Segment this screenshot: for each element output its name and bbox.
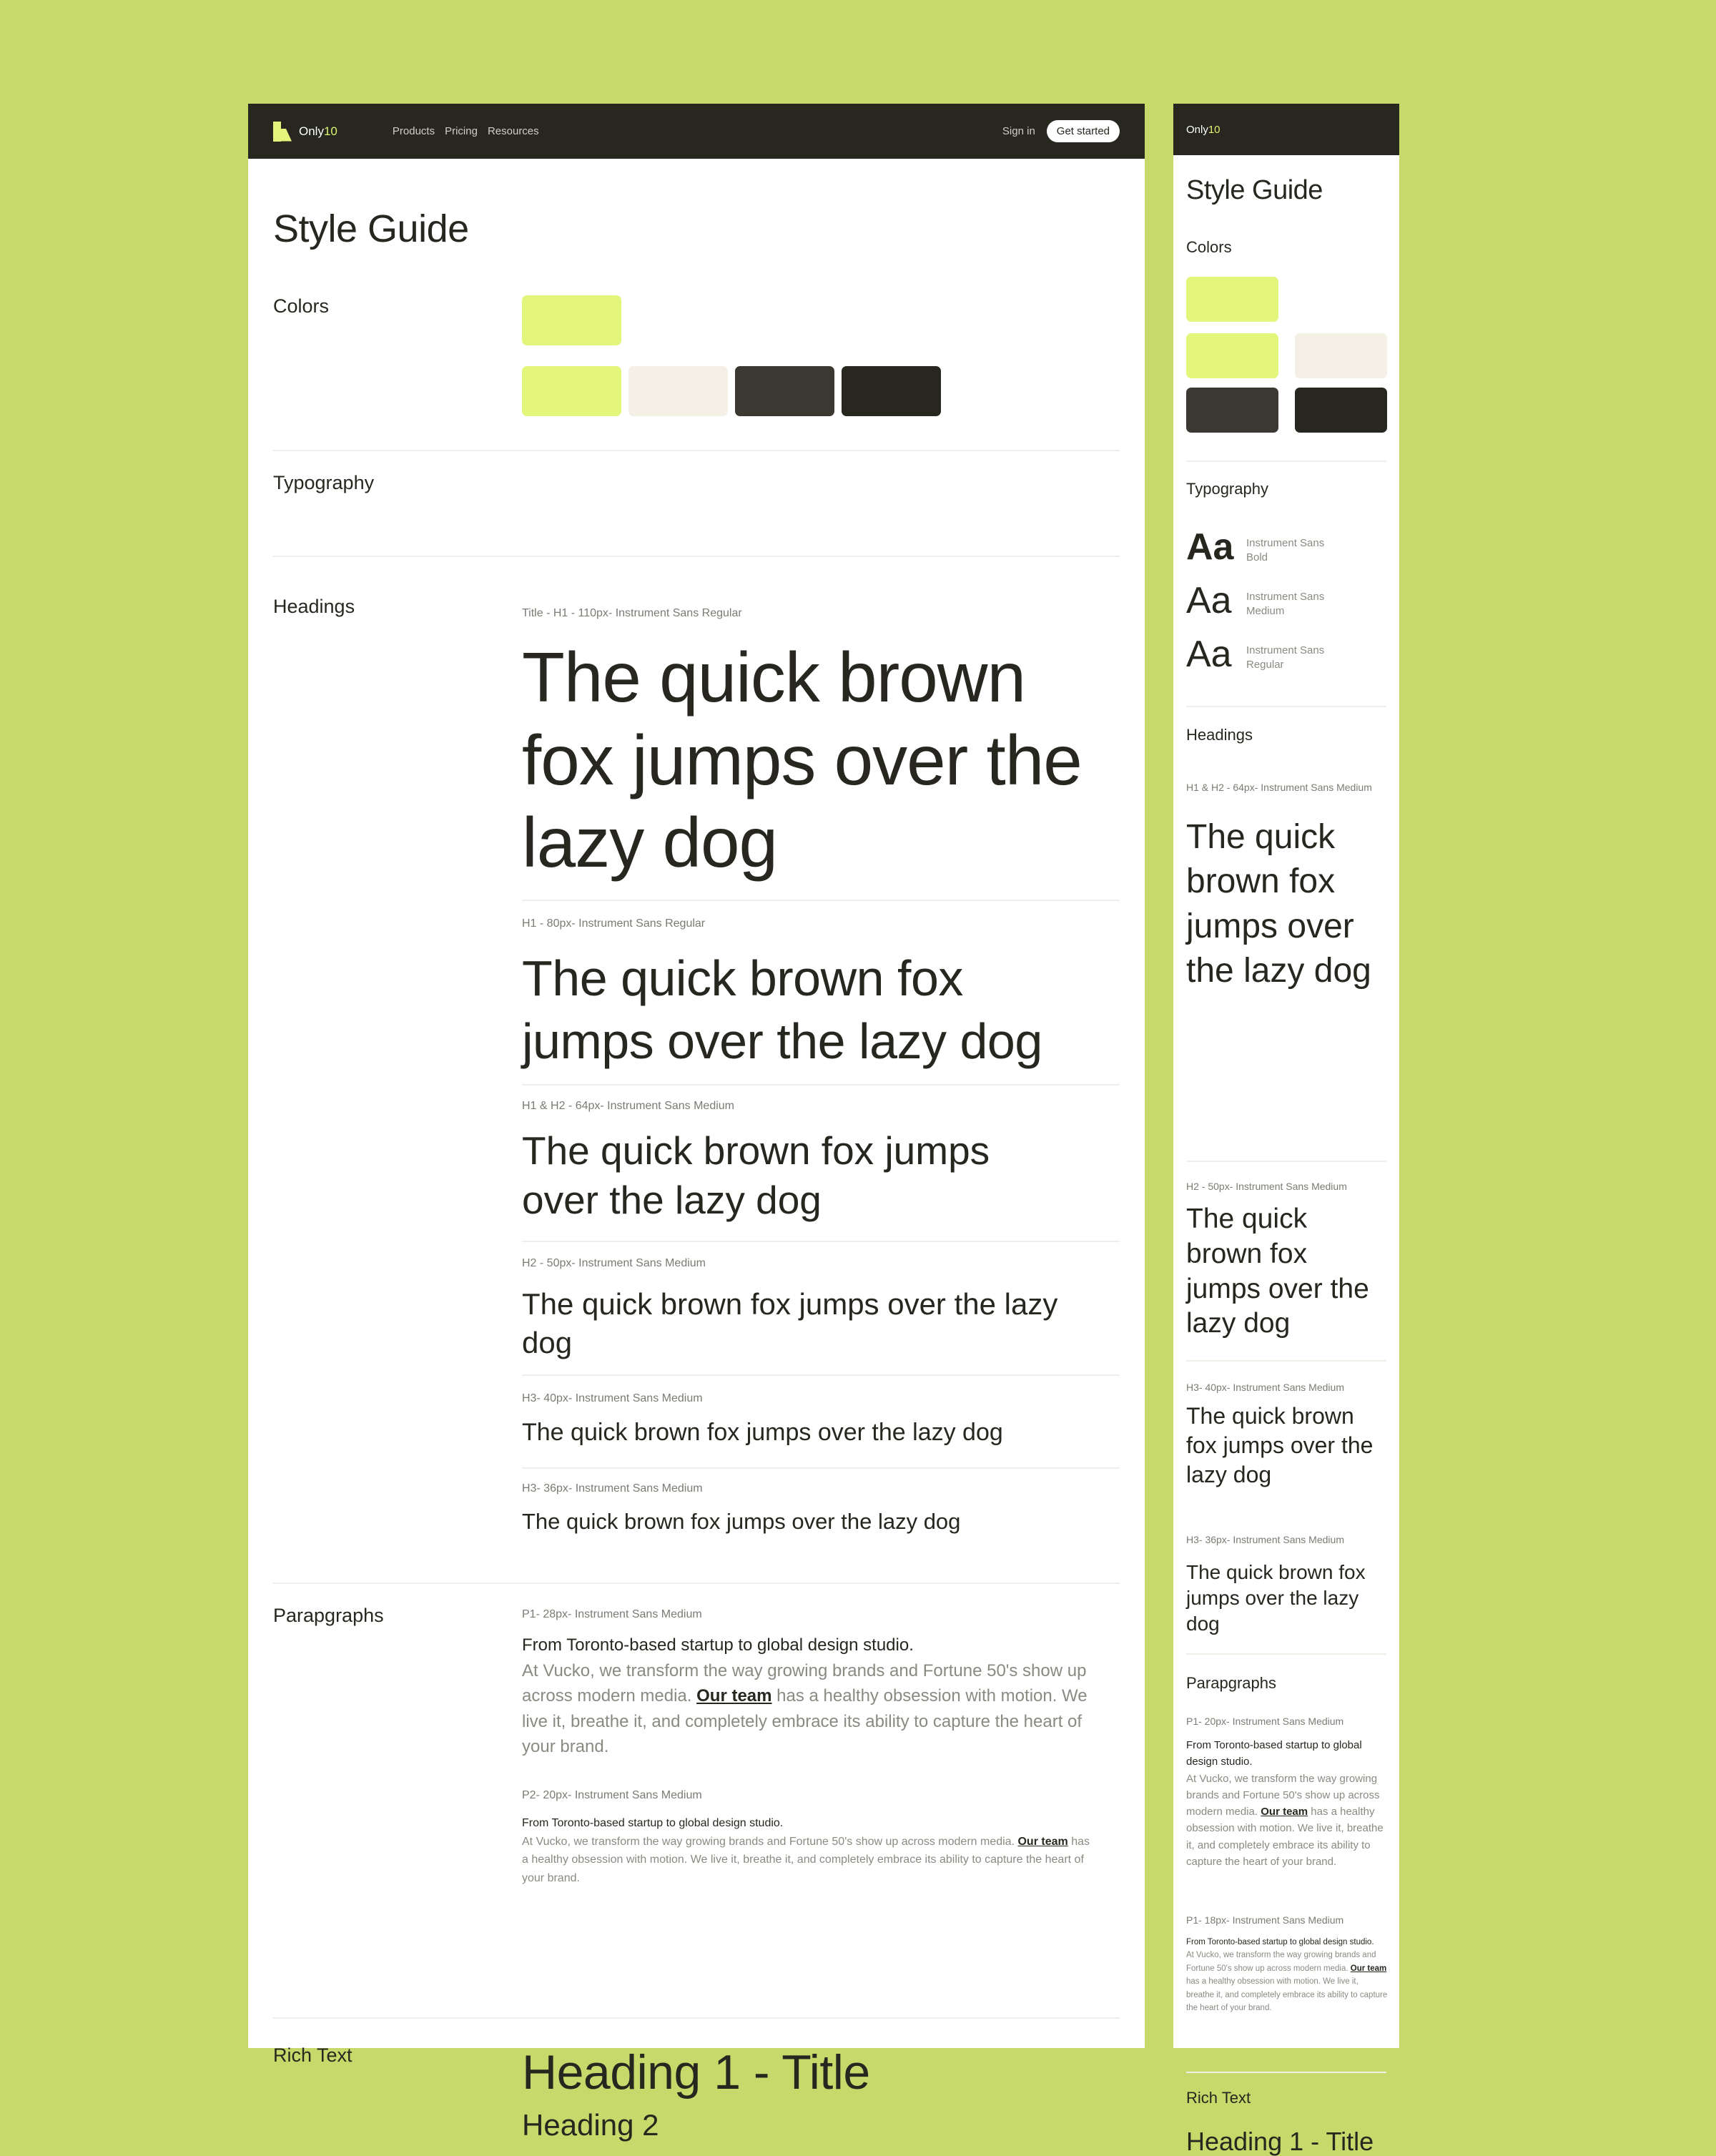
swatch-dark: [842, 366, 941, 416]
font-sample-regular: Aa: [1186, 634, 1232, 675]
mobile-paragraph-p2: [1186, 1936, 1388, 2014]
heading-caption: H3- 36px- Instrument Sans Medium: [522, 1482, 703, 1495]
heading-caption: H2 - 50px- Instrument Sans Medium: [1186, 1181, 1347, 1192]
mobile-heading-h1-h2: The quick brown fox jumps over the lazy dog: [1186, 818, 1371, 990]
divider: [522, 1374, 1120, 1376]
font-sample-bold: Aa: [1186, 526, 1234, 568]
heading-caption: H2 - 50px- Instrument Sans Medium: [522, 1257, 706, 1269]
mobile-heading-h2: The quick brown fox jumps over the lazy dog: [1186, 1203, 1369, 1339]
heading-caption: H1 - 80px- Instrument Sans Regular: [522, 917, 706, 930]
rich-text-heading-2: Heading 2: [522, 2108, 659, 2142]
divider: [522, 1084, 1120, 1086]
swatch-dark-gray: [735, 366, 834, 416]
swatch-cream: [1295, 333, 1387, 378]
swatch-accent: [522, 366, 621, 416]
paragraphs-label: Parapgraphs: [1186, 1674, 1276, 1692]
paragraph-body: At Vucko, we transform the way growing brands and Fortune 50's show up across modern media.: [1186, 1772, 1380, 1818]
top-nav: [248, 104, 1145, 159]
paragraph-body: has a healthy obsession with motion. We live it, breathe it, and completely embrace its ability to capture the heart of your brand.: [1186, 1806, 1384, 1868]
brand-number: 10: [1208, 123, 1221, 136]
divider: [1186, 1360, 1386, 1362]
mobile-heading-h3-40: The quick brown fox jumps over the lazy dog: [1186, 1403, 1374, 1487]
heading-sample-h2: The quick brown fox jumps over the lazy dog: [522, 1287, 1058, 1359]
paragraph-caption: P1- 28px- Instrument Sans Medium: [522, 1608, 702, 1620]
paragraph-lead: From Toronto-based startup to global design studio.: [522, 1817, 784, 1829]
logo-mark-icon: [273, 122, 292, 142]
swatch-cream: [628, 366, 728, 416]
divider: [273, 556, 1120, 557]
swatch-accent-primary: [1186, 277, 1278, 322]
rich-text-label: Rich Text: [273, 2044, 352, 2066]
heading-caption: H3- 40px- Instrument Sans Medium: [1186, 1382, 1344, 1393]
swatch-dark-gray: [1186, 388, 1278, 433]
swatch-dark: [1295, 388, 1387, 433]
heading-sample-h3-36: The quick brown fox jumps over the lazy dog: [522, 1509, 961, 1534]
mobile-paragraph-p1: [1186, 1737, 1388, 1870]
paragraph-p2: [522, 1814, 1094, 1887]
paragraph-body: has a healthy obsession with motion. We live it, breathe it, and completely embrace its ability to capture the heart of your brand.: [522, 1835, 1090, 1884]
logo[interactable]: [273, 122, 337, 142]
mobile-frame: [1173, 104, 1399, 2156]
rich-text-label: Rich Text: [1186, 2089, 1251, 2107]
divider: [522, 1467, 1120, 1469]
headings-label: Headings: [1186, 726, 1253, 744]
divider: [273, 450, 1120, 451]
brand-name: Only: [1186, 123, 1208, 136]
heading-sample-h3-40: The quick brown fox jumps over the lazy dog: [522, 1419, 1003, 1446]
paragraph-body: At Vucko, we transform the way growing brands and Fortune 50's show up across modern media.: [1186, 1951, 1376, 1973]
nav-products[interactable]: Products: [392, 125, 435, 137]
nav-pricing[interactable]: Pricing: [445, 125, 478, 137]
divider: [273, 1582, 1120, 1584]
heading-sample-h1: The quick brown fox jumps over the lazy dog: [522, 950, 1042, 1069]
our-team-link[interactable]: Our team: [1261, 1806, 1308, 1818]
desktop-frame: [248, 104, 1145, 2142]
paragraph-lead: From Toronto-based startup to global design studio.: [522, 1635, 914, 1655]
brand-name: Only: [299, 124, 324, 138]
font-name-regular: Instrument Sans Regular: [1246, 644, 1325, 671]
paragraph-body: At Vucko, we transform the way growing brands and Fortune 50's show up across modern media.: [522, 1660, 1087, 1706]
divider: [1186, 461, 1386, 462]
colors-label: Colors: [273, 295, 330, 317]
heading-caption: H3- 40px- Instrument Sans Medium: [522, 1392, 703, 1404]
mobile-logo[interactable]: [1186, 124, 1221, 136]
rich-text-heading-1: Heading 1 - Title: [1186, 2127, 1374, 2156]
nav-resources[interactable]: Resources: [487, 125, 539, 137]
our-team-link[interactable]: Our team: [696, 1686, 772, 1706]
paragraph-body: has a healthy obsession with motion. We live it, breathe it, and completely embrace its ability to capture the heart of your brand.: [522, 1686, 1088, 1757]
divider: [1186, 706, 1386, 707]
our-team-link[interactable]: Our team: [1017, 1835, 1068, 1848]
mobile-heading-h3-36: The quick brown fox jumps over the lazy dog: [1186, 1561, 1366, 1635]
paragraph-body: At Vucko, we transform the way growing brands and Fortune 50's show up across modern media.: [522, 1835, 1015, 1848]
font-name-medium: Instrument Sans Medium: [1246, 591, 1325, 617]
heading-caption: H3- 36px- Instrument Sans Medium: [1186, 1534, 1344, 1545]
main-menu: [393, 125, 539, 137]
paragraph-caption: P2- 20px- Instrument Sans Medium: [522, 1789, 702, 1801]
rich-text-heading-1: Heading 1 - Title: [522, 2045, 870, 2100]
paragraph-caption: P1- 18px- Instrument Sans Medium: [1186, 1914, 1344, 1926]
paragraph-p1: [522, 1633, 1094, 1760]
divider: [1186, 2072, 1386, 2073]
brand-number: 10: [323, 124, 337, 138]
divider: [522, 900, 1120, 901]
our-team-link[interactable]: Our team: [1350, 1964, 1387, 1973]
heading-caption: Title - H1 - 110px- Instrument Sans Regular: [522, 607, 742, 619]
sign-in-link[interactable]: Sign in: [1002, 125, 1035, 137]
paragraphs-label: Parapgraphs: [273, 1605, 384, 1626]
page-title: Style Guide: [273, 207, 469, 250]
colors-label: Colors: [1186, 238, 1232, 256]
headings-label: Headings: [273, 596, 355, 617]
mobile-top-nav: [1173, 104, 1399, 155]
paragraph-caption: P1- 20px- Instrument Sans Medium: [1186, 1716, 1344, 1727]
font-name-bold: Instrument Sans Bold: [1246, 537, 1325, 563]
typography-label: Typography: [273, 472, 375, 493]
heading-sample-title: The quick brown fox jumps over the lazy dog: [522, 638, 1082, 882]
font-sample-medium: Aa: [1186, 580, 1232, 621]
swatch-accent: [1186, 333, 1278, 378]
divider: [1186, 1653, 1386, 1655]
paragraph-body: has a healthy obsession with motion. We live it, breathe it, and completely embrace its ability to capture the heart of your brand.: [1186, 1977, 1388, 2012]
swatch-accent-primary: [522, 295, 621, 345]
page-title: Style Guide: [1186, 175, 1323, 205]
heading-sample-h1-h2: The quick brown fox jumps over the lazy dog: [522, 1128, 990, 1222]
heading-caption: H1 & H2 - 64px- Instrument Sans Medium: [522, 1100, 735, 1112]
divider: [273, 2017, 1120, 2019]
get-started-button[interactable]: Get started: [1047, 120, 1120, 142]
paragraph-lead: From Toronto-based startup to global design studio.: [1186, 1938, 1374, 1946]
typography-label: Typography: [1186, 480, 1268, 498]
paragraph-lead: From Toronto-based startup to global design studio.: [1186, 1739, 1362, 1768]
divider: [1186, 1161, 1386, 1162]
heading-caption: H1 & H2 - 64px- Instrument Sans Medium: [1186, 782, 1372, 793]
divider: [522, 1241, 1120, 1242]
